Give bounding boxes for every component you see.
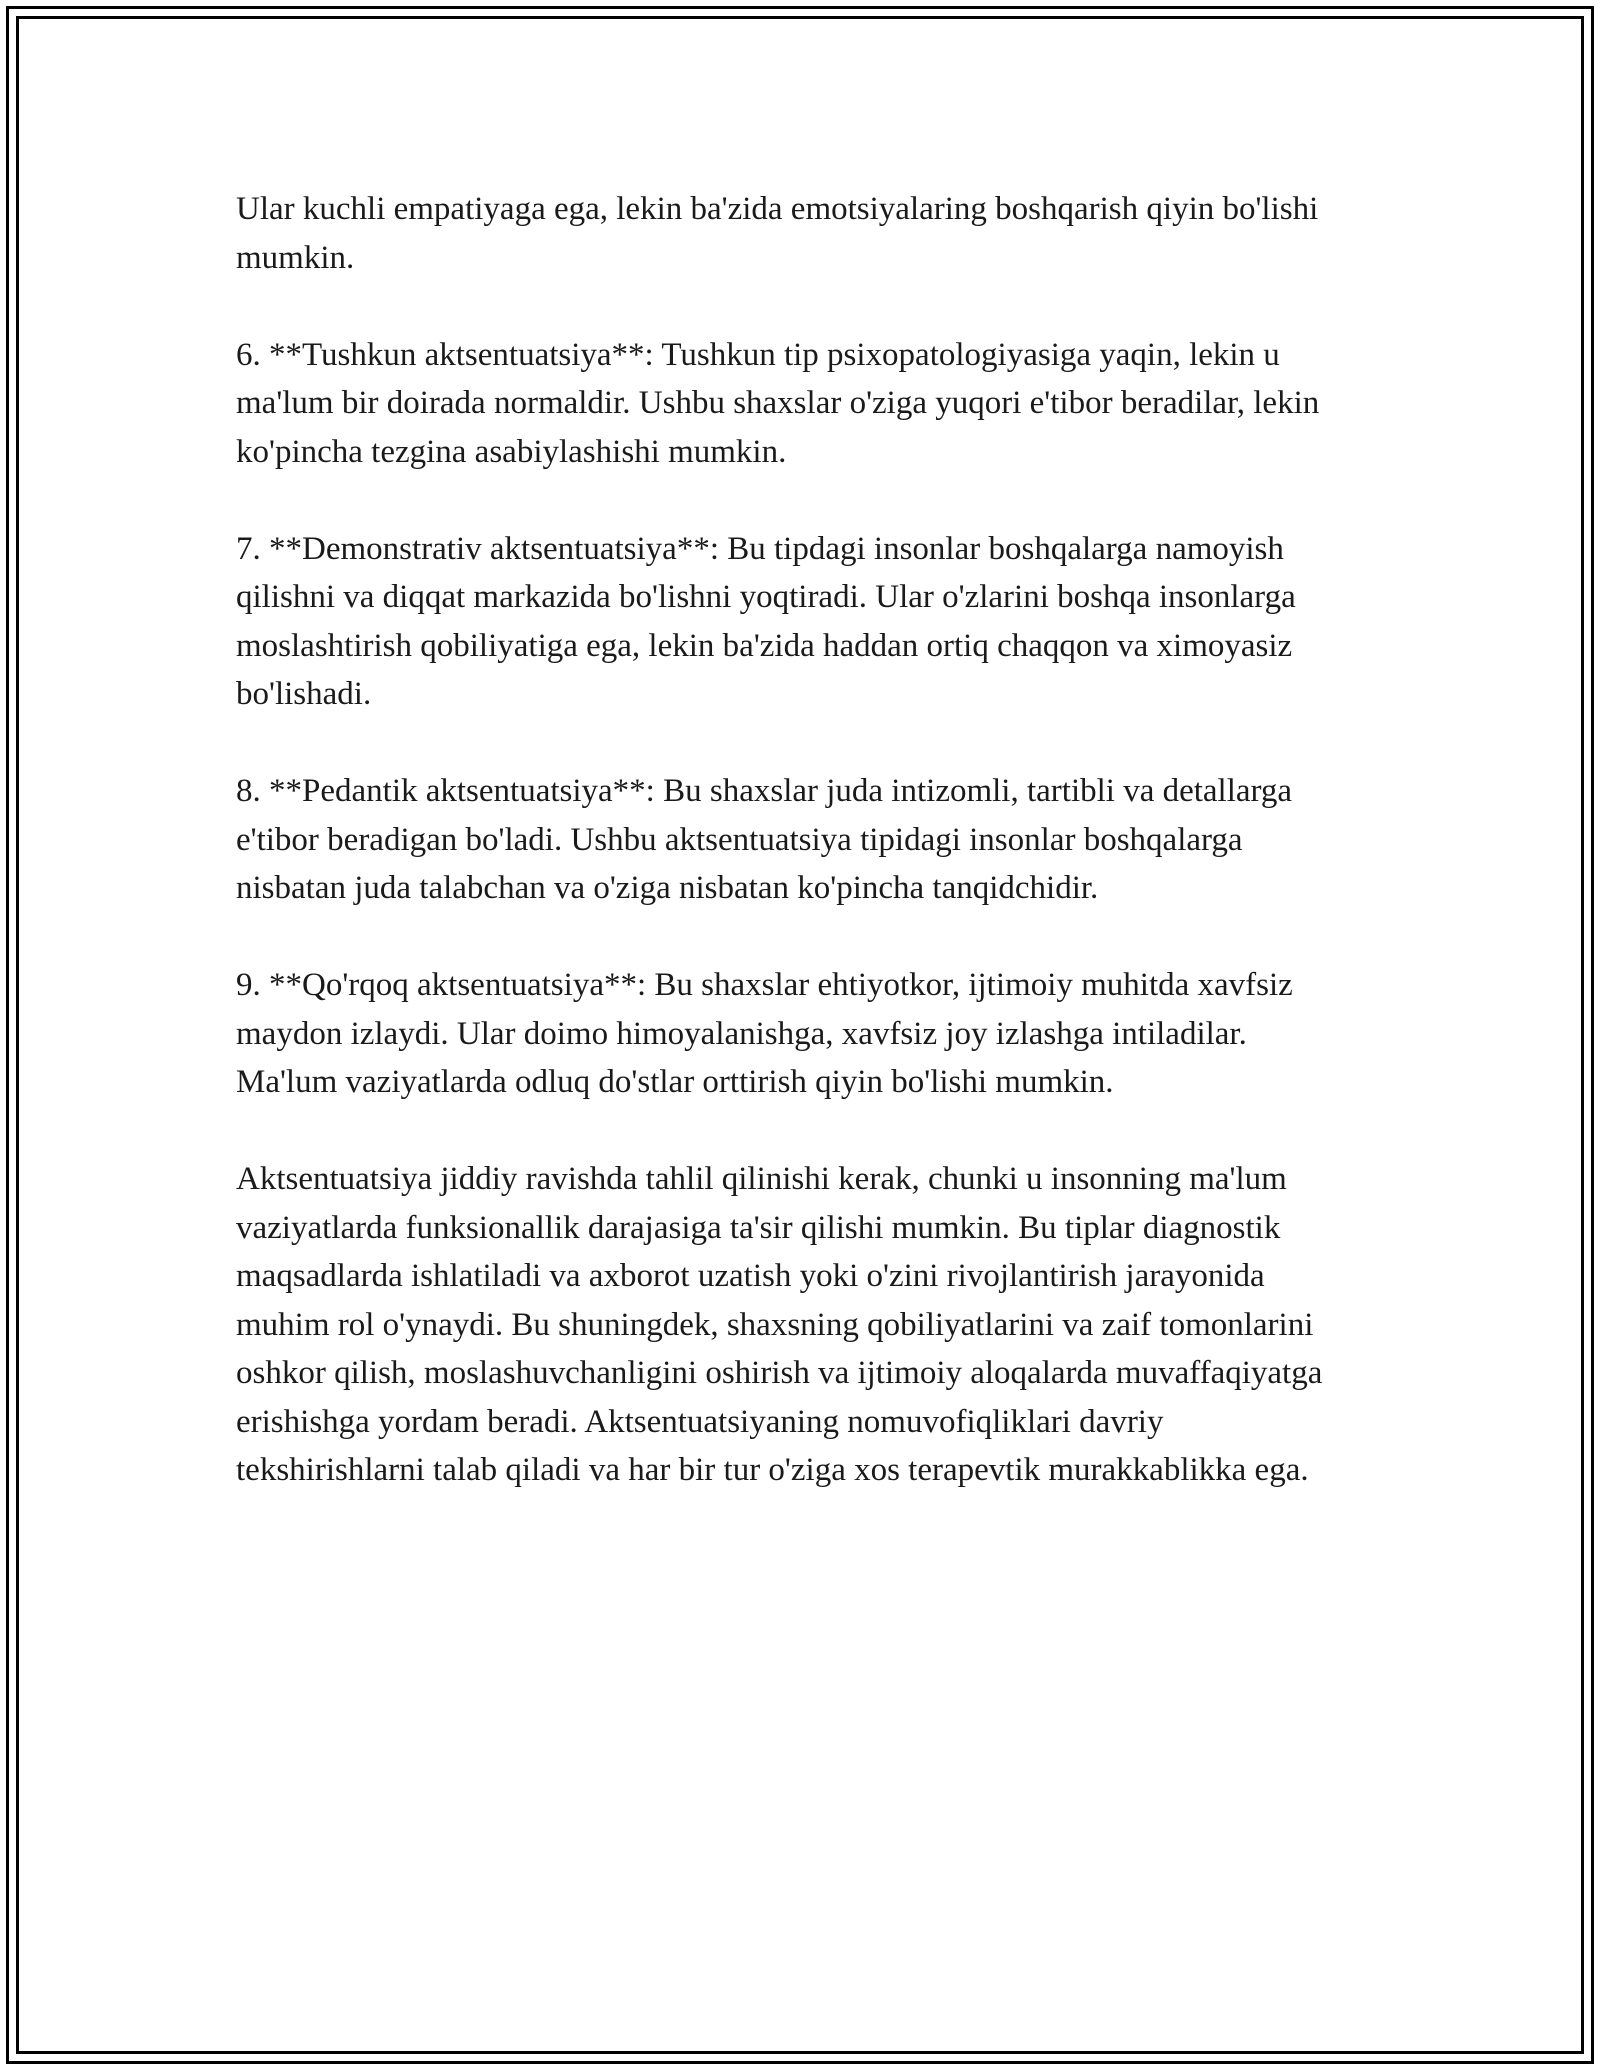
paragraph-intro-continuation: Ular kuchli empatiyaga ega, lekin ba'zida emotsiyalaring boshqarish qiyin bo'lishi mumkin. [236,191,1319,276]
paragraph-tushkun: 6. **Tushkun aktsentuatsiya**: Tushkun tip psixopatologiyasiga yaqin, lekin u ma'lum bir doirada normaldir. Ushbu shaxslar o'ziga yuqori e'tibor beradilar, lekin ko'pincha tezgina asabiylashishi mumkin. [236,336,1320,470]
paragraph-conclusion: Aktsentuatsiya jiddiy ravishda tahlil qilinishi kerak, chunki u insonning ma'lum vaziyatlarda funksionallik darajasiga ta'sir qilishi mumkin. Bu tiplar diagnostik maqsadlarda ishlatiladi va axborot uzatish yoki o'zini rivojlantirish jarayonida muhim rol o'ynaydi. Bu shuningdek, shaxsning qobiliyatlarini va zaif tomonlarini oshkor qilish, moslashuvchanligini oshirish va ijtimoiy aloqalarda muvaffaqiyatga erishishga yordam beradi. Aktsentuatsiyaning nomuvofiqliklari davriy tekshirishlarni talab qiladi va har bir tur o'ziga xos terapevtik murakkablikka ega. [236,1161,1323,1488]
document-body [236,185,1356,1495]
paragraph-demonstrativ: 7. **Demonstrativ aktsentuatsiya**: Bu tipdagi insonlar boshqalarga namoyish qilishni va diqqat markazida bo'lishni yoqtiradi. Ular o'zlarini boshqa insonlarga moslashtirish qobiliyatiga ega, lekin ba'zida haddan ortiq chaqqon va ximoyasiz bo'lishadi. [236,530,1296,712]
paragraph-qorqoq: 9. **Qo'rqoq aktsentuatsiya**: Bu shaxslar ehtiyotkor, ijtimoiy muhitda xavfsiz maydon izlaydi. Ular doimo himoyalanishga, xavfsiz joy izlashga intiladilar. Ma'lum vaziyatlarda odluq do'stlar orttirish qiyin bo'lishi mumkin. [236,967,1293,1100]
paragraph-pedantik: 8. **Pedantik aktsentuatsiya**: Bu shaxslar juda intizomli, tartibli va detallarga e'tibor beradigan bo'ladi. Ushbu aktsentuatsiya tipidagi insonlar boshqalarga nisbatan juda talabchan va o'ziga nisbatan ko'pincha tanqidchidir. [236,773,1293,906]
